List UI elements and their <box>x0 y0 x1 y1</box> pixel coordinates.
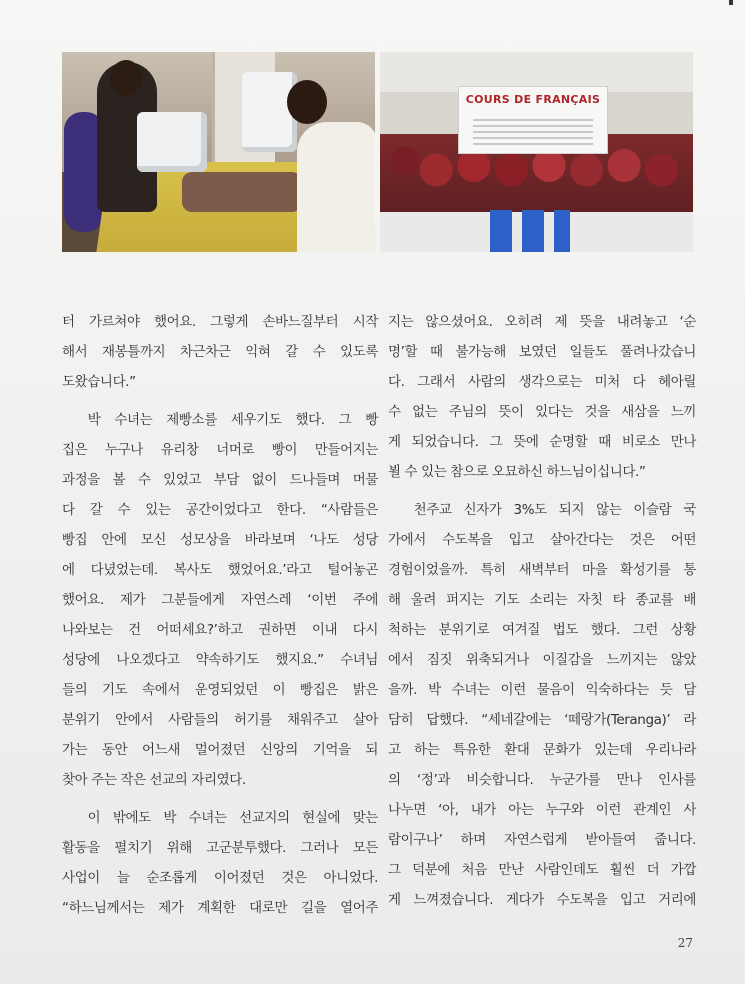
text-line: 다 갈 수 있는 공간이었다고 한다. “사람들은 <box>62 502 378 518</box>
text-line: 들의 기도 속에서 운영되었던 이 빵집은 밝은 <box>62 682 378 698</box>
text-line: 뵐 수 있는 참으로 오묘하신 하느님이십니다.” <box>388 464 646 480</box>
right-text-column <box>388 307 696 923</box>
paragraph <box>62 405 378 795</box>
course-banner <box>458 86 608 154</box>
sewing-class-photo <box>62 52 375 252</box>
text-line: 이 밖에도 박 수녀는 선교지의 현실에 맞는 <box>87 810 378 826</box>
text-line: 터 가르쳐야 했어요. 그렇게 손바느질부터 시작 <box>62 314 378 330</box>
text-line: 을까. 박 수녀는 이런 물음이 익숙하다는 듯 담 <box>388 682 696 698</box>
text-line: 가에서 수도복을 입고 살아간다는 것은 어떤 <box>388 532 696 548</box>
text-line: 나누면 ‘아, 내가 아는 누구와 이런 관계인 사 <box>388 802 696 818</box>
text-line: 고 하는 특유한 환대 문화가 있는데 우리나라 <box>388 742 696 758</box>
text-line: 찾아 주는 작은 선교의 자리였다. <box>62 772 246 788</box>
text-line: 게 되었습니다. 그 뜻에 순명할 때 비로소 만나 <box>388 434 696 450</box>
paragraph <box>62 307 378 397</box>
text-line: 빵집 안에 모신 성모상을 바라보며 ‘나도 성당 <box>62 532 378 548</box>
text-line: 분위기 안에서 사람들의 허기를 채워주고 살아 <box>62 712 378 728</box>
paragraph <box>388 307 696 487</box>
text-line: 의 ‘정’과 비슷합니다. 누군가를 만나 인사를 <box>388 772 696 788</box>
text-line: 도왔습니다.” <box>62 374 136 390</box>
text-line: 다. 그래서 사람의 생각으로는 미처 다 헤아릴 <box>388 374 696 390</box>
text-line: 에 다녔었는데. 복사도 했었어요.’라고 털어놓곤 <box>62 562 378 578</box>
text-line: 척하는 분위기로 여겨질 법도 했다. 그런 상황 <box>388 622 696 638</box>
text-line: 성당에 나오겠다고 약속하기도 했지요.” 수녀님 <box>62 652 378 668</box>
text-line: 박 수녀는 제빵소를 세우기도 했다. 그 빵 <box>87 412 378 428</box>
text-line: 활동을 펼치기 위해 고군분투했다. 그러나 모든 <box>62 840 378 856</box>
text-line: 게 느껴졌습니다. 게다가 수도복을 입고 거리에 <box>388 892 696 908</box>
left-text-column <box>62 307 378 931</box>
text-line: 집은 누구나 유리창 너머로 빵이 만들어지는 <box>62 442 378 458</box>
text-line: 가는 동안 어느새 멀어졌던 신앙의 기억을 되 <box>62 742 378 758</box>
text-line: 해서 재봉틀까지 차근차근 익혀 갈 수 있도록 <box>62 344 378 360</box>
text-line: 해 울려 퍼지는 기도 소리는 자칫 타 종교를 배 <box>388 592 696 608</box>
paragraph <box>62 803 378 923</box>
text-line: 수 없는 주님의 뜻이 있다는 것을 새삼을 느끼 <box>388 404 696 420</box>
text-line: 에서 짐짓 위축되거나 이질감을 느끼지는 않았 <box>388 652 696 668</box>
text-line: 지는 않으셨어요. 오히려 제 뜻을 내려놓고 ‘순 <box>388 314 696 330</box>
text-line: 람이구나’ 하며 자연스럽게 받아들여 줍니다. <box>388 832 696 848</box>
text-line: 천주교 신자가 3%도 되지 않는 이슬람 국 <box>413 502 696 518</box>
text-line: 했어요. 제가 그분들에게 자연스레 ‘이번 주에 <box>62 592 378 608</box>
text-line: “하느님께서는 제가 계획한 대로만 길을 열어주 <box>62 900 378 916</box>
text-line: 경험이었을까. 특히 새벽부터 마을 확성기를 통 <box>388 562 696 578</box>
text-line: 그 덕분에 처음 만난 사람인데도 훨씬 더 가깝 <box>388 862 696 878</box>
text-line: 사업이 늘 순조롭게 이어졌던 것은 아니었다. <box>62 870 378 886</box>
text-line: 나와보는 건 어떠세요?’하고 권하면 이내 다시 <box>62 622 378 638</box>
text-line: 담히 답했다. “세네갈에는 ‘떼랑가(Teranga)’ 라 <box>388 712 696 728</box>
french-course-photo <box>380 52 693 252</box>
corner-mark <box>729 0 733 5</box>
page-number: 27 <box>677 936 693 950</box>
text-line: 과정을 볼 수 있었고 부담 없이 드나들며 머물 <box>62 472 378 488</box>
paragraph <box>388 495 696 915</box>
text-line: 명’할 때 불가능해 보였던 일들도 풀려나갔습니 <box>388 344 696 360</box>
banner-title: COURS DE FRANÇAIS <box>465 93 601 106</box>
